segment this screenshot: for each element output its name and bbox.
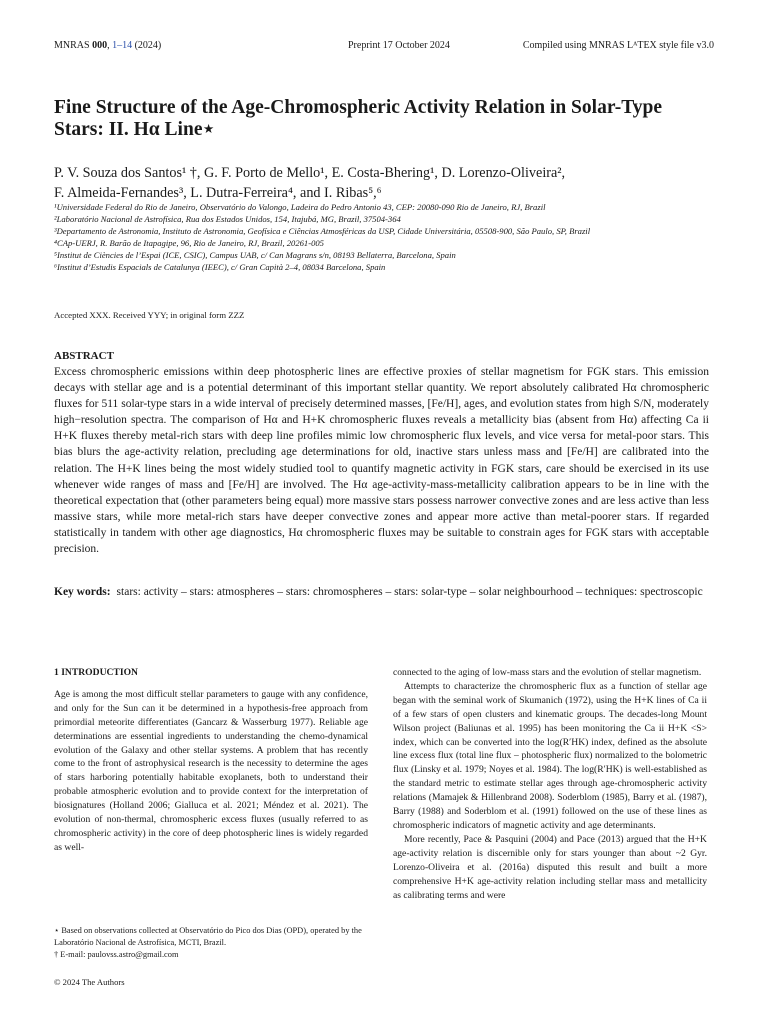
keywords-label: Key words: xyxy=(54,586,111,598)
running-header-journal: MNRAS 000, 1–14 (2024) xyxy=(54,40,162,51)
paragraph: More recently, Pace & Pasquini (2004) and Pace (2013) argued that the H+K age-activity relation is discernible only for stars younger than about ~2 Gyr. Lorenzo-Oliveira et al. (2016a) disputed this result and built a more comprehensive H+K age-activity relation including stellar mass and metallicity as calibrating terms and were xyxy=(393,833,707,901)
accepted-note: Accepted XXX. Received YYY; in original form ZZZ xyxy=(54,310,245,320)
affiliation: ⁶Institut d’Estudis Espacials de Catalunya (IEEC), c/ Gran Capità 2–4, 08034 Barcelona, Spain xyxy=(54,262,386,273)
paragraph: connected to the aging of low-mass stars and the evolution of stellar magnetism. xyxy=(393,667,702,678)
abstract-heading: ABSTRACT xyxy=(54,350,114,362)
affiliation: ⁴CAp-UERJ, R. Barão de Itapagipe, 96, Rio de Janeiro, RJ, Brazil, 20261-005 xyxy=(54,238,324,249)
affiliation: ³Departamento de Astronomia, Instituto de Astronomia, Geofísica e Ciências Atmosféricas da USP, Cidade Universitária, 05508-900, São Paulo, SP, Brazil xyxy=(54,226,591,237)
paragraph: Age is among the most difficult stellar parameters to gauge with any confidence, and only for the Sun can it be determined in a hypothesis-free approach from primordial meteorite differentiates (Gancarz & Wasserburg 1977). Reliable age determinations are essential ingredients to understanding the chemo-dynamical evolution of the Galaxy and other stellar systems. A problem that has recently come to the front of astrophysical research is the necessity to determine the ages of stars harboring potentially habitable exoplanets, both to understand their probable atmospheric evolution and to provide context for the interpretation of biosignatures (Holland 2006; Gialluca et al. 2021; Méndez et al. 2021). The evolution of non-thermal, chromospheric excess fluxes (usually referred to as chromospheric activity) in the core of deep photospheric lines is widely regarded as well- xyxy=(54,688,368,853)
abstract xyxy=(54,349,709,557)
page-range-link[interactable]: 1–14 xyxy=(112,40,133,51)
affiliation: ²Laboratório Nacional de Astrofísica, Rua dos Estados Unidos, 154, Itajubá, MG, Brazil, 37504-364 xyxy=(54,214,401,225)
affiliation-list xyxy=(54,201,734,274)
compiled-note: Compiled using MNRAS LᴬTEX style file v3.0 xyxy=(522,40,714,51)
abstract-text: Excess chromospheric emissions within deep photospheric lines are effective proxies of stellar magnetism for FGK stars. This emission decays with stellar age and is a potential determinant of this important stellar quantity. We report absolutely calibrated Hα chromospheric fluxes for 511 solar-type stars in a wide interval of precisely determined masses, [Fe/H], ages, and evolution states from high S/N, moderately high−resolution spectra. The comparison of Hα and H+K chromospheric fluxes reveals a metallicity bias (absent from Hα) affecting Ca ii H+K fluxes thereby metal-rich stars with deep line profiles mimic low chromospheric flux levels, and vice versa for metal-poor stars. This bias blurs the age-activity relation, precluding age determinations for old, inactive stars unless mass and [Fe/H] are calibrated into the relation. The H+K lines being the most widely studied tool to quantify magnetic activity in FGK stars, care should be exercised in its use whenever wide ranges of mass and [Fe/H] are involved. The Hα age-activity-mass-metallicity calibration appears to be in line with the theoretical expectation that (other parameters being equal) more massive stars possess narrower convective zones and are less active than less massive stars, while more metal-rich stars have deeper convective zones and appear more active than metal-poorer stars. If regarded statistically in tandem with other age diagnostics, Hα chromospheric fluxes may be suitable to constrain ages for FGK stars with acceptable precision. xyxy=(54,366,709,556)
journal-year: (2024) xyxy=(134,40,162,51)
footnote: † E-mail: paulovss.astro@gmail.com xyxy=(54,950,179,960)
keywords-text: stars: activity – stars: atmospheres – stars: chromospheres – stars: solar-type – solar neighbourhood – techniques: spectroscopic xyxy=(116,586,703,598)
footnote: ⋆ Based on observations collected at Observatório do Pico dos Dias (OPD), operated by the Laboratório Nacional de Astrofísica, MCTI, Brazil. xyxy=(54,926,362,948)
journal-volume: 000 xyxy=(92,40,108,51)
affiliation: ⁵Institut de Ciències de l’Espai (ICE, CSIC), Campus UAB, c/ Can Magrans s/n, 08193 Bellaterra, Barcelona, Spain xyxy=(54,250,456,261)
author-line: F. Almeida-Fernandes³, L. Dutra-Ferreira⁴, and I. Ribas⁵,⁶ xyxy=(54,185,382,201)
author-list xyxy=(54,163,714,203)
section-heading: 1 INTRODUCTION xyxy=(54,667,138,678)
paragraph: Attempts to characterize the chromospheric flux as a function of stellar age began with the seminal work of Skumanich (1972), using the H+K lines of Ca ii of a few stars of open clusters and kinematic groups. The decades-long Mount Wilson project (Baliunas et al. 1995) has been monitoring the Ca ii H+K <S> index, which can be converted into the log(R′HK) index, defined as the absolute line excess flux (total line flux – photospheric flux) normalized to the bolometric flux (Linsky et al. 1979; Noyes et al. 1984). The log(R′HK) is well-established as the standard metric to estimate stellar ages through age-chromospheric activity relations (Mamajek & Hillenbrand 2008). Soderblom (1985), Barry et al. (1987), Barry (1988) and Soderblom et al. (1991) followed on the use of these lines as chromospheric indicators of magnetic activity and age determinants. xyxy=(393,680,707,831)
keywords xyxy=(54,584,709,600)
column-right xyxy=(393,666,707,902)
footnotes xyxy=(54,925,368,961)
paper-title: Fine Structure of the Age-Chromospheric Activity Relation in Solar-Type Stars: II. Hα Line⋆ xyxy=(54,97,663,140)
journal-name: MNRAS xyxy=(54,40,90,51)
copyright-notice: © 2024 The Authors xyxy=(54,977,125,987)
author-line: P. V. Souza dos Santos¹ †, G. F. Porto de Mello¹, E. Costa-Bhering¹, D. Lorenzo-Oliveira², xyxy=(54,165,566,181)
column-left xyxy=(54,666,368,855)
affiliation: ¹Universidade Federal do Rio de Janeiro, Observatório do Valongo, Ladeira do Pedro Antonio 43, CEP: 20080-090 Rio de Janeiro, RJ, Brazil xyxy=(54,202,546,212)
preprint-date: Preprint 17 October 2024 xyxy=(348,40,450,51)
